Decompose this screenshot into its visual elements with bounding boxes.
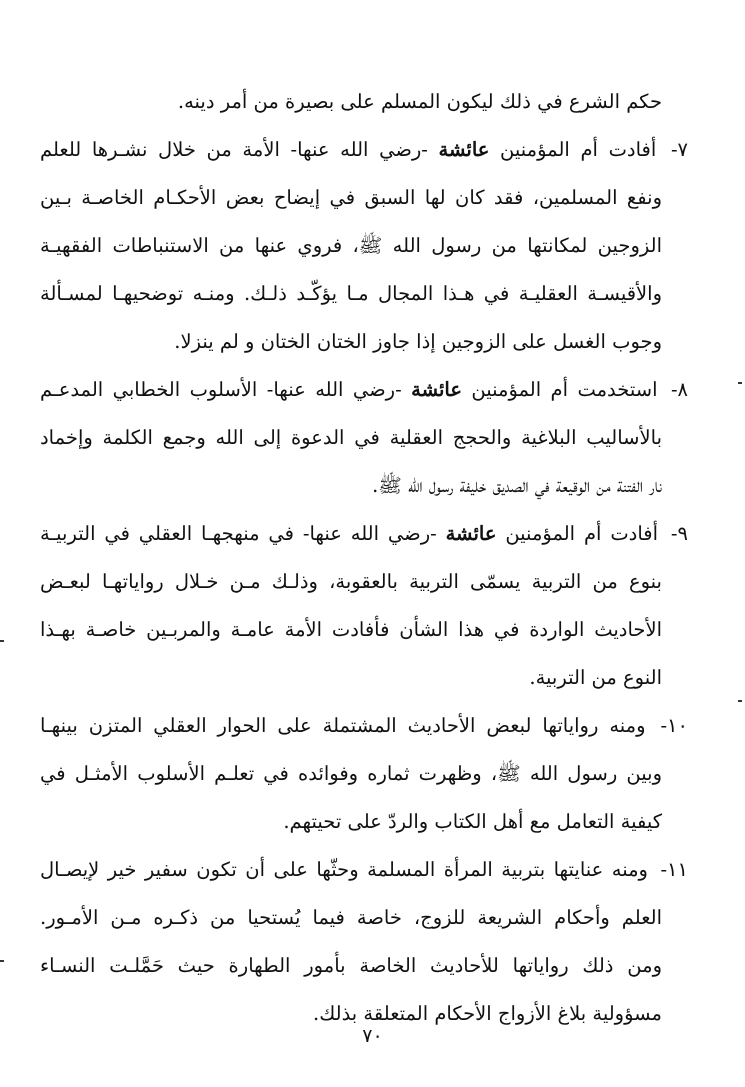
line-text: بنوع من التربية يسمّى التربية بالعقوبة، وذلـك مـن خـلال رواياتهـا لبعـض — [40, 570, 662, 593]
line-text: أفادت أم المؤمنين — [505, 522, 659, 545]
line-text: ومنه رواياتها لبعض الأحاديث المشتملة على الحوار العقلي المتزن بينهـا — [40, 714, 646, 737]
highlighted-name: عائشة — [438, 138, 490, 161]
item-number: ١١- — [660, 858, 688, 881]
scan-mark — [738, 382, 742, 384]
text-line — [40, 750, 688, 798]
line-text: كيفية التعامل مع أهل الكتاب والردّ على تحيتهم. — [283, 810, 662, 833]
line-text: العلم وأحكام الشريعة للزوج، خاصة فيما يُستحيا من ذكـره مـن الأمـور. — [40, 906, 662, 929]
list-item-7 — [40, 126, 688, 174]
highlighted-name: عائشة — [411, 378, 462, 401]
text-line — [40, 174, 688, 222]
page-number: ٧٠ — [362, 1025, 383, 1047]
text-line — [40, 654, 688, 702]
text-line — [40, 222, 688, 270]
line-text: -رضي الله عنها- في منهجهـا العقلي في التربيـة — [40, 522, 437, 545]
line-text: مسؤولية بلاغ الأزواج الأحكام المتعلقة بذلك. — [313, 1002, 662, 1025]
scan-mark — [0, 960, 4, 962]
line-text: -رضي الله عنها- الأمة من خلال نشـرها للعلم — [40, 138, 428, 161]
line-text: الزوجين لمكانتها من رسول الله ﷺ، فروي عنها من الاستنباطات الفقهيـة — [40, 234, 662, 257]
list-item-8 — [40, 366, 688, 414]
text-line — [40, 414, 688, 462]
text-line — [40, 942, 688, 990]
line-text: ومنه عنايتها بتربية المرأة المسلمة وحثّها على أن تكون سفير خير لإيصـال — [40, 858, 648, 881]
line-text: وبين رسول الله ﷺ، وظهرت ثماره وفوائده في تعلـم الأسلوب الأمثـل في — [40, 762, 662, 785]
item-number: ٧- — [670, 138, 688, 161]
text-line — [40, 798, 688, 846]
item-number: ٨- — [670, 378, 688, 401]
line-text: استخدمت أم المؤمنين — [471, 378, 658, 401]
line-text: ومن ذلك رواياتها للأحاديث الخاصة بأمور الطهارة حيث حَمَّلـت النسـاء — [40, 954, 662, 977]
page-body — [40, 78, 688, 1038]
list-item-9 — [40, 510, 688, 558]
line-text: أفادت أم المؤمنين — [500, 138, 657, 161]
line-text: ونفع المسلمين، فقد كان لها السبق في إيضاح بعض الأحكـام الخاصـة بـين — [40, 186, 662, 209]
line-text: والأقيسـة العقليـة في هـذا المجال مـا يؤكّـد ذلـك. ومنـه توضحيهـا لمسـألة — [40, 282, 662, 305]
line-text: الأحاديث الواردة في هذا الشأن فأفادت الأمة عامـة والمربـين خاصـة بهـذا — [40, 618, 662, 641]
line-text: نار الفتنة من الوقيعة في الصديق خليفة رسول الله ﷺ. — [372, 474, 662, 497]
highlighted-name: عائشة — [445, 522, 497, 545]
scan-mark — [738, 700, 742, 702]
scan-mark — [0, 640, 4, 642]
list-item-10 — [40, 702, 688, 750]
line-text: حكم الشرع في ذلك ليكون المسلم على بصيرة من أمر دينه. — [177, 90, 662, 113]
item-number: ٩- — [670, 522, 688, 545]
text-line — [40, 606, 688, 654]
line-text: وجوب الغسل على الزوجين إذا جاوز الختان الختان و لم ينزلا. — [174, 330, 662, 353]
item-number: ١٠- — [660, 714, 688, 737]
list-item-11 — [40, 846, 688, 894]
text-line — [40, 270, 688, 318]
text-line — [40, 462, 688, 510]
line-text: -رضي الله عنها- الأسلوب الخطابي المدعـم — [40, 378, 402, 401]
text-line — [40, 558, 688, 606]
line-text: النوع من التربية. — [529, 666, 662, 689]
text-line — [40, 78, 688, 126]
text-line — [40, 318, 688, 366]
text-line — [40, 894, 688, 942]
line-text: بالأساليب البلاغية والحجج العقلية في الدعوة إلى الله وجمع الكلمة وإخماد — [40, 426, 662, 449]
